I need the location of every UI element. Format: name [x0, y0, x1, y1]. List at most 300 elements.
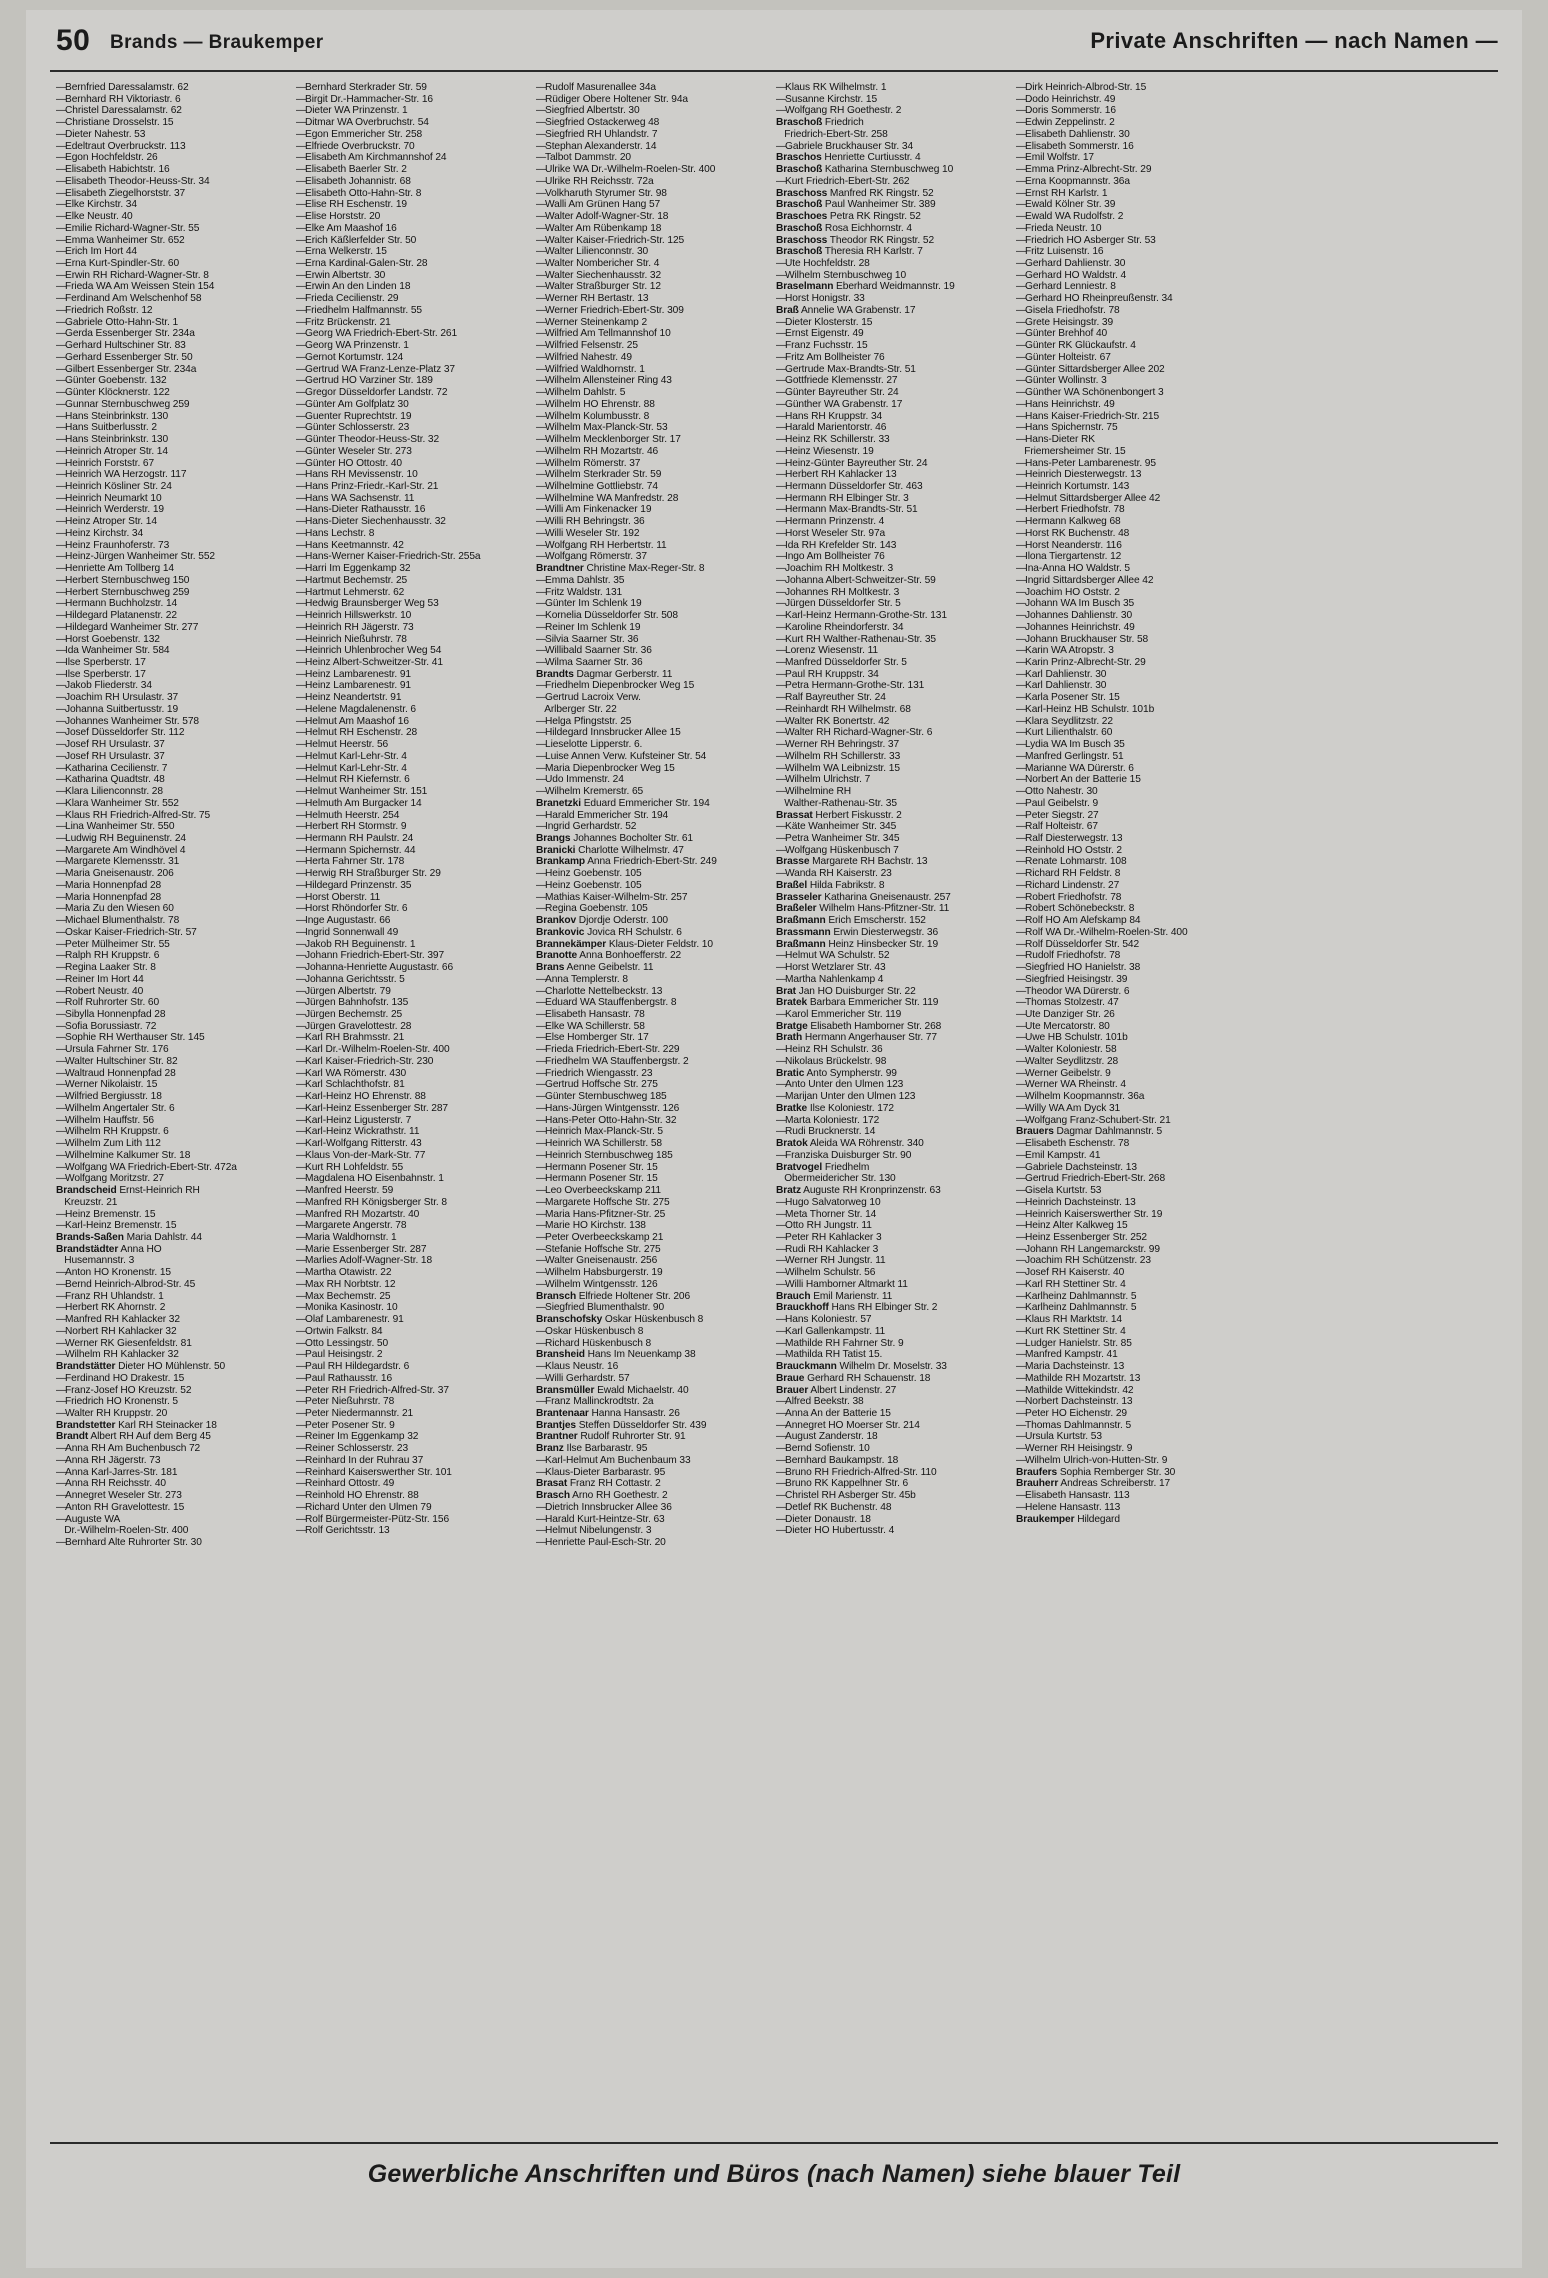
entry-dash: —: [1016, 809, 1027, 821]
entry-dash: —: [56, 187, 67, 199]
entry-dash: —: [1016, 105, 1027, 117]
entry-dash: —: [56, 304, 67, 316]
directory-entry: —Dieter WA Prinzenstr. 1: [296, 105, 408, 117]
entry-dash: —: [1016, 1443, 1027, 1455]
directory-entry: —Annegret HO Moerser Str. 214: [776, 1419, 920, 1431]
entry-dash: —: [776, 645, 787, 657]
directory-entry: —Udo Immenstr. 24: [536, 774, 624, 786]
directory-entry: —Wilfried Waldhornstr. 1: [536, 363, 645, 375]
directory-entry: —Ute Danziger Str. 26: [1016, 1009, 1115, 1021]
directory-entry: —Heinrich Nießuhrstr. 78: [296, 633, 407, 645]
directory-entry: —Detlef RK Buchenstr. 48: [776, 1501, 892, 1513]
directory-entry: —Ernst RH Karlstr. 1: [1016, 187, 1108, 199]
entry-dash: —: [536, 1361, 547, 1373]
entry-dash: —: [1016, 563, 1027, 575]
directory-entry: —Hedwig Braunsberger Weg 53: [296, 598, 439, 610]
entry-dash: —: [1016, 1196, 1027, 1208]
directory-entry: —Heinz Neandertstr. 91: [296, 692, 402, 704]
entry-dash: —: [56, 234, 67, 246]
directory-entry: —Gertrud WA Franz-Lenze-Platz 37: [296, 363, 455, 375]
entry-dash: —: [536, 1185, 547, 1197]
directory-entry: —Anna RH Jägerstr. 73: [56, 1454, 161, 1466]
directory-entry: —Walter Siechenhausstr. 32: [536, 269, 662, 281]
directory-entry: —Wolfgang Römerstr. 37: [536, 551, 647, 563]
directory-entry: —Josef Düsseldorfer Str. 112: [56, 727, 185, 739]
directory-entry: —Helga Pfingststr. 25: [536, 715, 632, 727]
entry-dash: —: [536, 1231, 547, 1243]
directory-entry: Brandstätter Dieter HO Mühlenstr. 50: [56, 1361, 226, 1373]
entry-dash: —: [56, 879, 67, 891]
entry-dash: —: [776, 715, 787, 727]
directory-entry: Branotte Anna Bonhoefferstr. 22: [536, 950, 682, 962]
directory-entry: —Elisabeth Otto-Hahn-Str. 8: [296, 187, 422, 199]
entry-dash: —: [536, 891, 547, 903]
entry-dash: —: [1016, 821, 1027, 833]
entry-dash: —: [1016, 1490, 1027, 1502]
entry-dash: —: [776, 293, 787, 305]
entry-dash: —: [56, 105, 67, 117]
directory-entry: —Günter Weseler Str. 273: [296, 445, 412, 457]
directory-entry: —Karl-Helmut Am Buchenbaum 33: [536, 1454, 691, 1466]
entry-dash: —: [1016, 434, 1027, 446]
directory-entry: —Rolf HO Am Alefskamp 84: [1016, 915, 1141, 927]
directory-entry: —Friedhelm Halfmannstr. 55: [296, 304, 422, 316]
directory-entry: —Johannes Wanheimer Str. 578: [56, 715, 199, 727]
entry-dash: —: [296, 187, 307, 199]
entry-dash: —: [296, 821, 307, 833]
directory-entry: Brauch Emil Marienstr. 11: [776, 1290, 893, 1302]
directory-entry: —Wilhelm Habsburgerstr. 19: [536, 1267, 663, 1279]
entry-dash: —: [536, 434, 547, 446]
directory-entry: —Walter Kaiser-Friedrich-Str. 125: [536, 234, 685, 246]
directory-entry: Bransmüller Ewald Michaelstr. 40: [536, 1384, 689, 1396]
directory-entry: —Heinz Bremenstr. 15: [56, 1208, 156, 1220]
directory-entry: —Ditmar WA Overbruchstr. 54: [296, 117, 429, 129]
entry-dash: —: [1016, 1278, 1027, 1290]
directory-entry: —Jakob Fliederstr. 34: [56, 680, 152, 692]
directory-entry: —Karl-Heinz HB Schulstr. 101b: [1016, 703, 1155, 715]
entry-dash: —: [776, 351, 787, 363]
directory-entry: —Frieda Neustr. 10: [1016, 222, 1102, 234]
entry-dash: —: [296, 703, 307, 715]
directory-entry: —Ina-Anna HO Waldstr. 5: [1016, 563, 1131, 575]
entry-dash: —: [296, 1513, 307, 1525]
entry-dash: —: [56, 1161, 67, 1173]
entry-dash: —: [1016, 269, 1027, 281]
entry-dash: —: [1016, 140, 1027, 152]
entry-dash: —: [1016, 1009, 1027, 1021]
directory-entry: —Karin WA Atropstr. 3: [1016, 645, 1114, 657]
directory-entry: —Nikolaus Brückelstr. 98: [776, 1055, 887, 1067]
entry-dash: —: [296, 387, 307, 399]
directory-entry: —Fritz Brückenstr. 21: [296, 316, 391, 328]
entry-dash: —: [56, 1513, 67, 1525]
directory-entry: —Guenter Ruprechtstr. 19: [296, 410, 412, 422]
entry-dash: —: [56, 586, 67, 598]
entry-dash: —: [56, 1325, 67, 1337]
directory-entry: —Herbert Friedhofstr. 78: [1016, 504, 1125, 516]
directory-entry: —Helmut RH Eschenstr. 28: [296, 727, 418, 739]
directory-entry: —Herwig RH Straßburger Str. 29: [296, 868, 441, 880]
entry-dash: —: [1016, 938, 1027, 950]
directory-entry: —Harald Emmericher Str. 194: [536, 809, 669, 821]
entry-dash: —: [296, 762, 307, 774]
directory-entry: —Wilhelm RH Kruppstr. 6: [56, 1126, 169, 1138]
directory-entry: —Birgit Dr.-Hammacher-Str. 16: [296, 93, 433, 105]
directory-entry: —Helmut Sittardsberger Allee 42: [1016, 492, 1161, 504]
entry-dash: —: [56, 1314, 67, 1326]
directory-entry: —Wilhelmine RH: [776, 786, 852, 798]
entry-dash: —: [56, 422, 67, 434]
directory-entry: Brands-Saßen Maria Dahlstr. 44: [56, 1231, 202, 1243]
entry-dash: —: [536, 211, 547, 223]
entry-dash: —: [536, 187, 547, 199]
entry-dash: —: [1016, 1173, 1027, 1185]
entry-dash: —: [296, 1525, 307, 1537]
directory-entry: —Heinz Alter Kalkweg 15: [1016, 1220, 1128, 1232]
directory-entry: —Frieda Cecilienstr. 29: [296, 293, 399, 305]
directory-entry: —Martha Otawistr. 22: [296, 1267, 392, 1279]
entry-dash: —: [56, 1102, 67, 1114]
directory-entry: —Horst Honigstr. 33: [776, 293, 865, 305]
directory-entry: —Heinrich Uhlenbrocher Weg 54: [296, 645, 442, 657]
entry-dash: —: [536, 586, 547, 598]
entry-dash: —: [776, 516, 787, 528]
directory-entry: —Hugo Salvatorweg 10: [776, 1196, 881, 1208]
entry-dash: —: [536, 750, 547, 762]
directory-entry: —Wilhelm Kolumbusstr. 8: [536, 410, 650, 422]
directory-entry: —Klara Lilienconnstr. 28: [56, 786, 163, 798]
directory-entry: —Wolfgang RH Herbertstr. 11: [536, 539, 667, 551]
directory-entry: Friemersheimer Str. 15: [1016, 445, 1126, 457]
directory-entry: —Peter Nießuhrstr. 78: [296, 1396, 395, 1408]
directory-entry: —Richard Unter den Ulmen 79: [296, 1501, 432, 1513]
directory-entry: —Günter Am Golfplatz 30: [296, 398, 409, 410]
entry-dash: —: [296, 563, 307, 575]
entry-dash: —: [56, 199, 67, 211]
directory-entry: —Josef RH Kaiserstr. 40: [1016, 1267, 1125, 1279]
directory-entry: —Heinrich Kortumstr. 143: [1016, 480, 1130, 492]
directory-entry: —Monika Kasinostr. 10: [296, 1302, 398, 1314]
entry-dash: —: [776, 1255, 787, 1267]
entry-dash: —: [296, 1325, 307, 1337]
entry-dash: —: [56, 1009, 67, 1021]
entry-dash: —: [296, 844, 307, 856]
directory-entry: Bratek Barbara Emmericher Str. 119: [776, 997, 939, 1009]
directory-entry: —Anna An der Batterie 15: [776, 1407, 891, 1419]
directory-entry: —Ferdinand HO Drakestr. 15: [56, 1372, 185, 1384]
entry-dash: —: [536, 1337, 547, 1349]
entry-dash: —: [1016, 621, 1027, 633]
directory-entry: —Gabriele Otto-Hahn-Str. 1: [56, 316, 179, 328]
entry-dash: —: [1016, 1161, 1027, 1173]
entry-dash: —: [1016, 457, 1027, 469]
entry-dash: —: [776, 422, 787, 434]
directory-entry: —Erna Welkerstr. 15: [296, 246, 387, 258]
entry-dash: —: [1016, 727, 1027, 739]
directory-entry: —Heinz RK Schillerstr. 33: [776, 434, 890, 446]
directory-entry: —Magdalena HO Eisenbahnstr. 1: [296, 1173, 444, 1185]
entry-dash: —: [536, 293, 547, 305]
directory-entry: —Marie HO Kirchstr. 138: [536, 1220, 646, 1232]
directory-entry: —Grete Heisingstr. 39: [1016, 316, 1114, 328]
directory-entry: —Bruno RH Friedrich-Alfred-Str. 110: [776, 1466, 937, 1478]
printed-page: [26, 10, 1522, 2268]
directory-columns: [56, 82, 1500, 1549]
directory-entry: —Wilhelm Zum Lith 112: [56, 1138, 161, 1150]
entry-dash: —: [296, 1243, 307, 1255]
entry-dash: —: [536, 1372, 547, 1384]
entry-dash: —: [536, 480, 547, 492]
directory-entry: —Heinz Fraunhoferstr. 73: [56, 539, 170, 551]
directory-entry: —Anna RH Reichsstr. 40: [56, 1478, 166, 1490]
entry-dash: —: [536, 903, 547, 915]
directory-entry: —Ilona Tiergartenstr. 12: [1016, 551, 1122, 563]
directory-entry: —Hermann Max-Brandts-Str. 51: [776, 504, 918, 516]
directory-entry: —Heinrich Neumarkt 10: [56, 492, 162, 504]
directory-entry: —Oskar Hüskenbusch 8: [536, 1325, 644, 1337]
directory-entry: —Erwin An den Linden 18: [296, 281, 411, 293]
directory-entry: —Gottfriede Klemensstr. 27: [776, 375, 898, 387]
directory-entry: —Katharina Quadtstr. 48: [56, 774, 165, 786]
entry-dash: —: [1016, 211, 1027, 223]
entry-dash: —: [56, 128, 67, 140]
entry-dash: —: [776, 1349, 787, 1361]
entry-dash: —: [296, 1220, 307, 1232]
directory-entry: —Karol Emmericher Str. 119: [776, 1009, 902, 1021]
entry-dash: —: [56, 1173, 67, 1185]
entry-dash: —: [296, 1384, 307, 1396]
directory-entry: —Wilhelm Ulrich-von-Hutten-Str. 9: [1016, 1454, 1168, 1466]
directory-entry: —Heinrich Kaiserswerther Str. 19: [1016, 1208, 1163, 1220]
directory-entry: —Helmut RH Kiefernstr. 6: [296, 774, 410, 786]
entry-dash: —: [56, 93, 67, 105]
entry-dash: —: [536, 1267, 547, 1279]
entry-dash: —: [536, 340, 547, 352]
directory-entry: —Günter RK Glückaufstr. 4: [1016, 340, 1136, 352]
entry-dash: —: [296, 410, 307, 422]
entry-dash: —: [296, 656, 307, 668]
directory-entry: —Jürgen Albertstr. 79: [296, 985, 391, 997]
entry-dash: —: [296, 93, 307, 105]
directory-entry: —Karl Dahlienstr. 30: [1016, 668, 1107, 680]
directory-entry: —Elisabeth Hansastr. 113: [1016, 1490, 1130, 1502]
entry-dash: —: [56, 1278, 67, 1290]
directory-entry: —Gerhard Dahlienstr. 30: [1016, 258, 1126, 270]
entry-dash: —: [296, 962, 307, 974]
entry-dash: —: [296, 668, 307, 680]
entry-dash: —: [296, 938, 307, 950]
entry-dash: —: [56, 457, 67, 469]
directory-entry: —Karl Dr.-Wilhelm-Roelen-Str. 400: [296, 1044, 450, 1056]
entry-dash: —: [1016, 1349, 1027, 1361]
entry-dash: —: [536, 645, 547, 657]
directory-entry: —Günter HO Ottostr. 40: [296, 457, 402, 469]
entry-dash: —: [536, 269, 547, 281]
directory-entry: —Heinrich Atroper Str. 14: [56, 445, 168, 457]
directory-entry: —Klaus Neustr. 16: [536, 1361, 619, 1373]
entry-dash: —: [56, 293, 67, 305]
entry-dash: —: [776, 1454, 787, 1466]
entry-dash: —: [536, 656, 547, 668]
entry-dash: —: [56, 551, 67, 563]
entry-dash: —: [1016, 82, 1027, 93]
entry-dash: —: [536, 1126, 547, 1138]
directory-entry: —Manfred Kampstr. 41: [1016, 1349, 1118, 1361]
entry-dash: —: [536, 1396, 547, 1408]
entry-dash: —: [296, 351, 307, 363]
directory-entry: —Wilhelm RH Mozartstr. 46: [536, 445, 659, 457]
directory-entry: Braschoß Rosa Eichhornstr. 4: [776, 222, 912, 234]
directory-entry: Dr.-Wilhelm-Roelen-Str. 400: [56, 1525, 189, 1537]
entry-dash: —: [776, 387, 787, 399]
directory-entry: Branz Ilse Barbarastr. 95: [536, 1443, 648, 1455]
directory-entry: Walther-Rathenau-Str. 35: [776, 797, 897, 809]
directory-entry: —Wilhelm RH Schillerstr. 33: [776, 750, 901, 762]
directory-entry: —Sophie RH Werthauser Str. 145: [56, 1032, 205, 1044]
directory-entry: —Harald Kurt-Heintze-Str. 63: [536, 1513, 665, 1525]
directory-entry: —Reinhard Ottostr. 49: [296, 1478, 395, 1490]
entry-dash: —: [296, 891, 307, 903]
directory-entry: Branetzki Eduard Emmericher Str. 194: [536, 797, 710, 809]
directory-entry: —Gertrud HO Varziner Str. 189: [296, 375, 433, 387]
directory-entry: —Wilfried Nahestr. 49: [536, 351, 632, 363]
directory-entry: —Ortwin Falkstr. 84: [296, 1325, 383, 1337]
directory-entry: —Wolfgang RH Goethestr. 2: [776, 105, 902, 117]
entry-dash: —: [1016, 633, 1027, 645]
directory-entry: —Walter RH Richard-Wagner-Str. 6: [776, 727, 933, 739]
entry-dash: —: [1016, 985, 1027, 997]
directory-entry: —Peter Posener Str. 9: [296, 1419, 395, 1431]
directory-entry: —Richard Lindenstr. 27: [1016, 879, 1120, 891]
entry-dash: —: [56, 1537, 67, 1549]
directory-entry: —Siegfried Blumenthalstr. 90: [536, 1302, 665, 1314]
entry-dash: —: [536, 1079, 547, 1091]
directory-entry: —Heinrich Kösliner Str. 24: [56, 480, 172, 492]
directory-entry: —Thomas Stolzestr. 47: [1016, 997, 1119, 1009]
directory-entry: —Hans-Jürgen Wintgensstr. 126: [536, 1102, 680, 1114]
entry-dash: —: [296, 598, 307, 610]
entry-dash: —: [296, 1349, 307, 1361]
entry-dash: —: [56, 516, 67, 528]
directory-entry: —Ewald Kölner Str. 39: [1016, 199, 1116, 211]
directory-entry: —Helene Magdalenenstr. 6: [296, 703, 416, 715]
directory-entry: —Hans Koloniestr. 57: [776, 1314, 872, 1326]
entry-dash: —: [536, 1102, 547, 1114]
directory-entry: —Paul RH Kruppstr. 34: [776, 668, 879, 680]
directory-entry: —Anton RH Gravelottestr. 15: [56, 1501, 185, 1513]
directory-entry: —Petra Hermann-Grothe-Str. 131: [776, 680, 925, 692]
entry-dash: —: [1016, 1290, 1027, 1302]
directory-entry: —Willy WA Am Dyck 31: [1016, 1102, 1121, 1114]
entry-dash: —: [56, 1220, 67, 1232]
directory-entry: —Rudi RH Kahlacker 3: [776, 1243, 879, 1255]
directory-entry: —Wilhelm Allensteiner Ring 43: [536, 375, 672, 387]
entry-dash: —: [536, 1020, 547, 1032]
entry-dash: —: [536, 762, 547, 774]
entry-dash: —: [56, 574, 67, 586]
directory-entry: —Marianne WA Dürerstr. 6: [1016, 762, 1134, 774]
entry-dash: —: [1016, 410, 1027, 422]
directory-entry: Brandstädter Anna HO: [56, 1243, 162, 1255]
directory-entry: —Manfred Düsseldorfer Str. 5: [776, 656, 907, 668]
directory-entry: —Hans Steinbrinkstr. 130: [56, 434, 169, 446]
entry-dash: —: [776, 574, 787, 586]
directory-entry: —Heinrich Forststr. 67: [56, 457, 155, 469]
entry-dash: —: [776, 1149, 787, 1161]
entry-dash: —: [56, 1114, 67, 1126]
entry-dash: —: [536, 1138, 547, 1150]
directory-entry: Brandts Dagmar Gerberstr. 11: [536, 668, 673, 680]
entry-dash: —: [1016, 1102, 1027, 1114]
entry-dash: —: [56, 1126, 67, 1138]
directory-entry: —Karl-Heinz HO Ehrenstr. 88: [296, 1091, 426, 1103]
entry-dash: —: [296, 1314, 307, 1326]
directory-entry: —Reiner Schlosserstr. 23: [296, 1443, 409, 1455]
directory-entry: —Siegfried RH Uhlandstr. 7: [536, 128, 658, 140]
directory-entry: —Günter Brehhof 40: [1016, 328, 1108, 340]
directory-entry: —Günter Sternbuschweg 185: [536, 1091, 667, 1103]
directory-entry: —Wilhelm Römerstr. 37: [536, 457, 641, 469]
directory-entry: —Georg WA Friedrich-Ebert-Str. 261: [296, 328, 458, 340]
directory-entry: —Ute Hochfeldstr. 28: [776, 258, 870, 270]
directory-entry: —Ludwig RH Beguinenstr. 24: [56, 833, 186, 844]
directory-entry: Brauherr Andreas Schreiberstr. 17: [1016, 1478, 1171, 1490]
directory-entry: —Klaus RH Friedrich-Alfred-Str. 75: [56, 809, 211, 821]
entry-dash: —: [56, 398, 67, 410]
entry-dash: —: [776, 739, 787, 751]
directory-entry: —Heinz-Günter Bayreuther Str. 24: [776, 457, 928, 469]
entry-dash: —: [296, 105, 307, 117]
directory-entry: —Rudolf Friedhofstr. 78: [1016, 950, 1121, 962]
entry-dash: —: [776, 445, 787, 457]
directory-entry: —Klaus RK Wilhelmstr. 1: [776, 82, 887, 93]
directory-entry: —Joachim RH Moltkestr. 3: [776, 563, 894, 575]
entry-dash: —: [296, 128, 307, 140]
directory-entry: —Käte Wanheimer Str. 345: [776, 821, 897, 833]
footer-rule: [50, 2142, 1498, 2144]
entry-dash: —: [296, 985, 307, 997]
directory-entry: —Anna Templerstr. 8: [536, 973, 628, 985]
directory-entry: Braschoss Manfred RK Ringstr. 52: [776, 187, 934, 199]
entry-dash: —: [1016, 1055, 1027, 1067]
entry-dash: —: [1016, 891, 1027, 903]
directory-entry: —Paul Heisingstr. 2: [296, 1349, 383, 1361]
directory-entry: —Franz RH Uhlandstr. 1: [56, 1290, 164, 1302]
entry-dash: —: [296, 445, 307, 457]
entry-dash: —: [296, 117, 307, 129]
directory-entry: —Reiner Im Hort 44: [56, 973, 144, 985]
directory-entry: —Heinz RH Schulstr. 36: [776, 1044, 883, 1056]
directory-entry: —Johann Friedrich-Ebert-Str. 397: [296, 950, 445, 962]
entry-dash: —: [56, 1349, 67, 1361]
entry-dash: —: [536, 516, 547, 528]
directory-entry: —Luise Annen Verw. Kufsteiner Str. 54: [536, 750, 707, 762]
entry-dash: —: [1016, 304, 1027, 316]
entry-dash: —: [296, 363, 307, 375]
entry-dash: —: [776, 692, 787, 704]
entry-dash: —: [776, 1055, 787, 1067]
directory-entry: —Katharina Cecilienstr. 7: [56, 762, 168, 774]
entry-dash: —: [56, 786, 67, 798]
entry-dash: —: [56, 727, 67, 739]
entry-dash: —: [536, 164, 547, 176]
directory-entry: —Hans-Peter Otto-Hahn-Str. 32: [536, 1114, 677, 1126]
directory-entry: —Hildegard Wanheimer Str. 277: [56, 621, 199, 633]
directory-entry: Braßeler Wilhelm Hans-Pfitzner-Str. 11: [776, 903, 950, 915]
directory-entry: —Volkharuth Styrumer Str. 98: [536, 187, 667, 199]
entry-dash: —: [56, 140, 67, 152]
